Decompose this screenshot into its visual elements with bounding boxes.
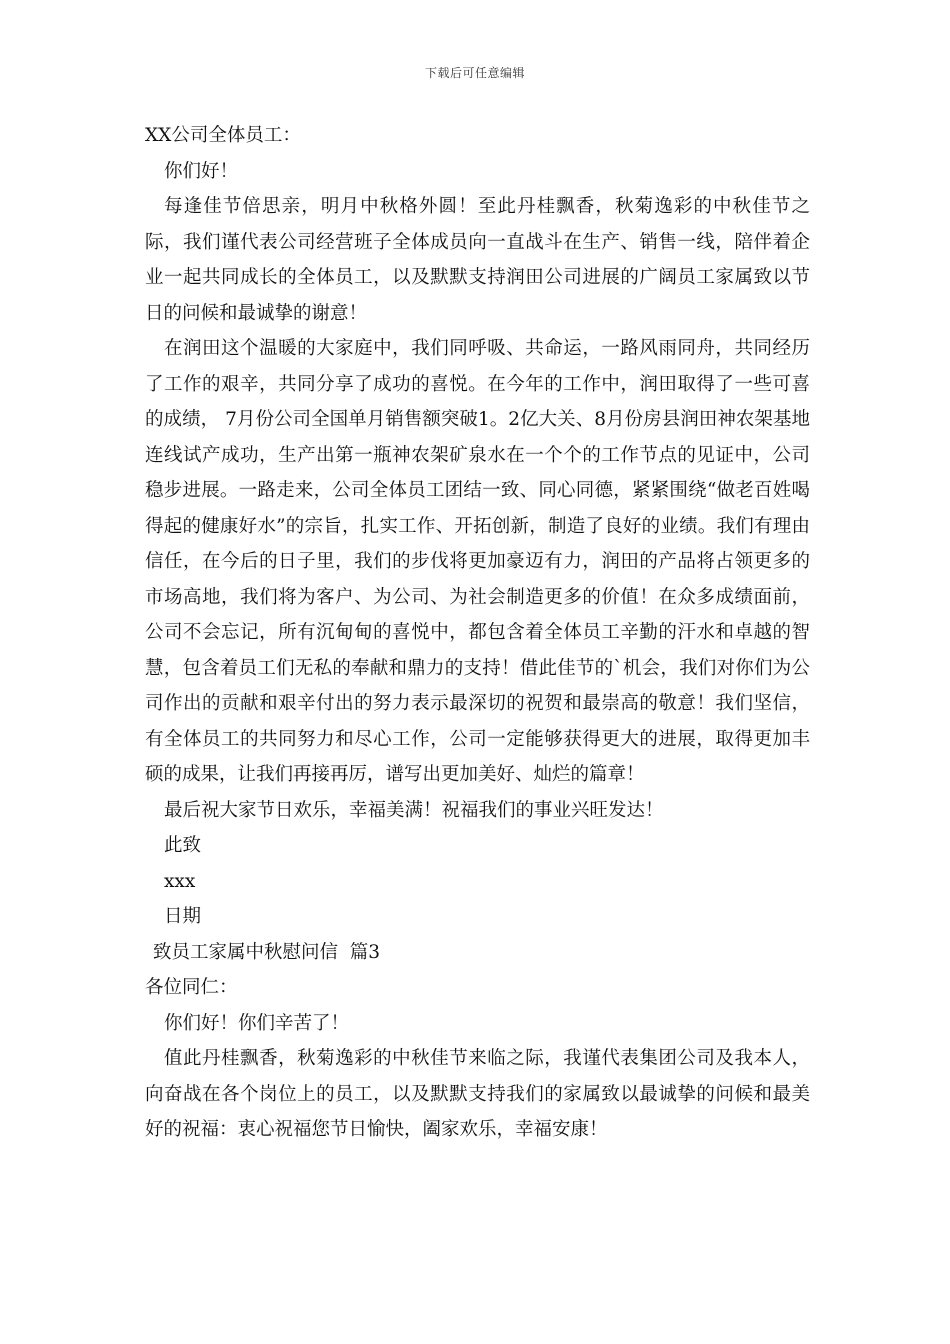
letter1-salutation: XX公司全体员工：: [145, 125, 301, 146]
letter1-paragraph-2: 在润田这个温暖的大家庭中，我们同呼吸、共命运，一路风雨同舟，共同经历了工作的艰辛，共同分享了成功的喜悦。在今年的工作中，润田取得了一些可喜的成绩， 7月份公司全国单月销售额突破1。2亿大关、8月份房县润田神农架基地连线试产成功，生产出第一瓶神农架矿泉水在一个个的工作节点的见证中，公司稳步进展。一路走来，公司全体员工团结一致、同心同德，紧紧围绕“做老百姓喝得起的健康好水”的宗旨，扎实工作、开拓创新，制造了良好的业绩。我们有理由信任，在今后的日子里，我们的步伐将更加豪迈有力，润田的产品将占领更多的市场高地，我们将为客户、为公司、为社会制造更多的价值！在众多成绩面前，公司不会忘记，所有沉甸甸的喜悦中，都包含着全体员工辛勤的汗水和卓越的智慧，包含着员工们无私的奉献和鼎力的支持！借此佳节的`机会，我们对你们为公司作出的贡献和艰辛付出的努力表示最深切的祝贺和最崇高的敬意！我们坚信，有全体员工的共同努力和尽心工作，公司一定能够获得更大的进展，取得更加丰硕的成果，让我们再接再厉，谱写出更加美好、灿烂的篇章！: [145, 338, 810, 785]
letter1-paragraph-3: 最后祝大家节日欢乐，幸福美满！祝福我们的事业兴旺发达！: [164, 799, 664, 821]
letter1-greeting: 你们好！: [164, 160, 239, 182]
letter2-greeting: 你们好！你们辛苦了！: [164, 1012, 350, 1034]
document-body: [145, 118, 810, 1148]
letter2-salutation: 各位同仁：: [145, 977, 238, 998]
letter1-date: 日期: [164, 906, 202, 927]
letter2-paragraph: 值此丹桂飘香，秋菊逸彩的中秋佳节来临之际，我谨代表集团公司及我本人，向奋战在各个岗位上的员工，以及默默支持我们的家属致以最诚挚的问候和最美好的祝福：衷心祝福您节日愉快，阖家欢乐，幸福安康！: [145, 1048, 810, 1140]
letter1-signature: xxx: [164, 870, 196, 892]
section-title: 致员工家属中秋慰问信 篇3: [153, 941, 381, 963]
page-header: 下载后可任意编辑: [424, 66, 525, 80]
letter1-closing: 此致: [164, 835, 202, 856]
letter1-paragraph-1: 每逢佳节倍思亲，明月中秋格外圆！至此丹桂飘香，秋菊逸彩的中秋佳节之际，我们谨代表公司经营班子全体成员向一直战斗在生产、销售一线，陪伴着企业一起共同成长的全体员工，以及默默支持润田公司进展的广阔员工家属致以节日的问候和最诚挚的谢意！: [145, 196, 810, 324]
